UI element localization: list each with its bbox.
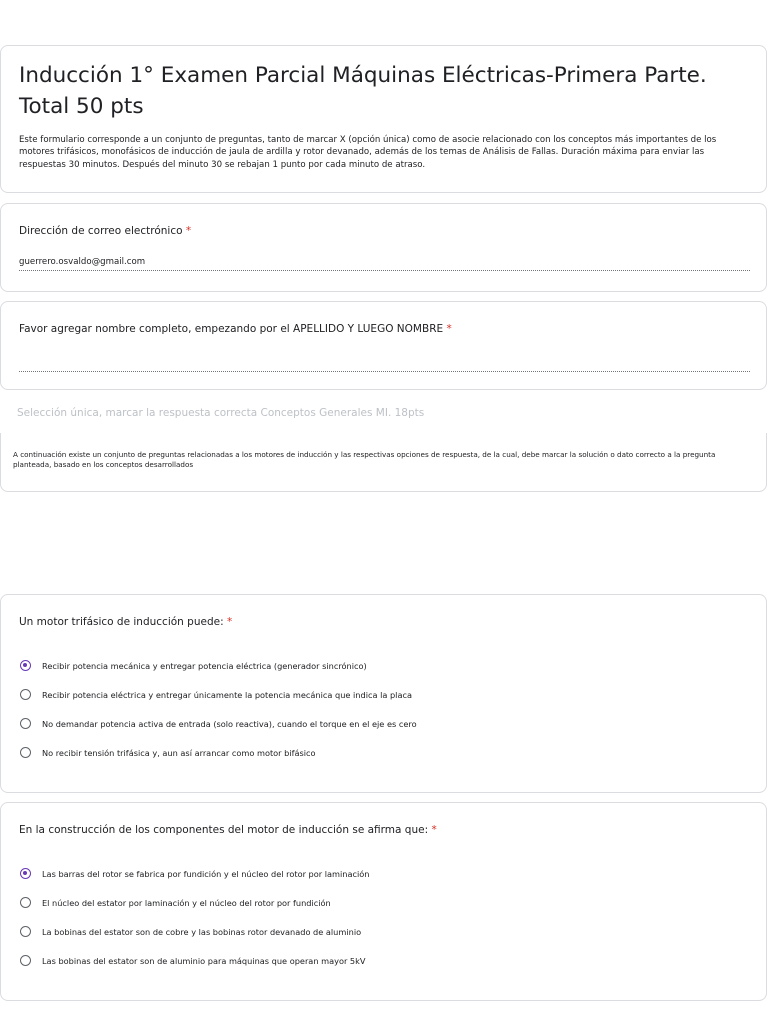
radio-unchecked-icon[interactable] [20, 689, 31, 700]
radio-unchecked-icon[interactable] [20, 747, 31, 758]
radio-unchecked-icon[interactable] [20, 955, 31, 966]
form-title: Inducción 1° Examen Parcial Máquinas Eléctricas-Primera Parte. Total 50 pts [19, 63, 707, 119]
email-question-label: Dirección de correo electrónico [19, 225, 183, 237]
question-label: En la construcción de los componentes del motor de inducción se afirma que: [19, 824, 429, 836]
radio-option-label: Las bobinas del estator son de aluminio para máquinas que operan mayor 5kV [42, 955, 366, 966]
radio-option-label: Recibir potencia mecánica y entregar potencia eléctrica (generador sincrónico) [42, 660, 367, 671]
radio-unchecked-icon[interactable] [20, 718, 31, 729]
radio-option-label: Las barras del rotor se fabrica por fundición y el núcleo del rotor por laminación [42, 868, 370, 879]
radio-option-label: No recibir tensión trifásica y, aun así arrancar como motor bifásico [42, 747, 316, 758]
required-asterisk: * [446, 323, 452, 335]
radio-unchecked-icon[interactable] [20, 897, 31, 908]
required-asterisk: * [431, 824, 437, 836]
radio-option[interactable] [19, 946, 748, 975]
name-question-label: Favor agregar nombre completo, empezando por el APELLIDO Y LUEGO NOMBRE [19, 323, 444, 335]
form-header-card [0, 45, 767, 193]
radio-option[interactable] [19, 709, 748, 738]
radio-option[interactable] [19, 859, 748, 888]
radio-option[interactable] [19, 888, 748, 917]
radio-option-label: Recibir potencia eléctrica y entregar únicamente la potencia mecánica que indica la placa [42, 689, 412, 700]
question-title-2 [19, 823, 748, 837]
radio-unchecked-icon[interactable] [20, 926, 31, 937]
form-description: Este formulario corresponde a un conjunto de preguntas, tanto de marcar X (opción única) como de asocie relacionado con los conceptos más importantes de los motores trifásicos, monofásicos de inducción de jaula de ardilla y rotor devanado, además de los temas de Análisis de Fallas. Duración máxima para enviar las respuestas 30 minutos. Después del minuto 30 se rebajan 1 punto por cada minuto de atraso. [19, 135, 717, 170]
name-question-card [0, 301, 767, 390]
section-title: Selección única, marcar la respuesta correcta Conceptos Generales MI. 18pts [17, 407, 425, 419]
radio-checked-icon[interactable] [20, 868, 31, 879]
radio-option-label: El núcleo del estator por laminación y el núcleo del rotor por fundición [42, 897, 331, 908]
radio-option[interactable] [19, 651, 748, 680]
name-question-title [19, 322, 748, 336]
question-card-2 [0, 802, 767, 1001]
radio-group-1 [19, 651, 748, 767]
radio-option[interactable] [19, 738, 748, 767]
question-card-1 [0, 594, 767, 793]
question-title-1 [19, 615, 748, 629]
question-label: Un motor trifásico de inducción puede: [19, 616, 224, 628]
radio-group-2 [19, 859, 748, 975]
radio-option-label: La bobinas del estator son de cobre y las bobinas rotor devanado de aluminio [42, 926, 362, 937]
full-name-input[interactable] [19, 359, 750, 372]
email-question-card [0, 203, 767, 292]
required-asterisk: * [226, 616, 233, 628]
radio-option-label: No demandar potencia activa de entrada (solo reactiva), cuando el torque en el eje es cero [42, 718, 417, 729]
required-asterisk: * [185, 225, 192, 237]
radio-option[interactable] [19, 917, 748, 946]
radio-option[interactable] [19, 680, 748, 709]
email-question-title [19, 224, 748, 238]
section-description-card [0, 433, 767, 492]
email-field[interactable]: guerrero.osvaldo@gmail.com [19, 256, 750, 271]
radio-checked-icon[interactable] [20, 660, 31, 671]
section-description: A continuación existe un conjunto de preguntas relacionadas a los motores de inducción y las respectivas opciones de respuesta, de la cual, debe marcar la solución o dato correcto a la pregunta planteada, basado en los conceptos desarrollados [13, 450, 716, 470]
